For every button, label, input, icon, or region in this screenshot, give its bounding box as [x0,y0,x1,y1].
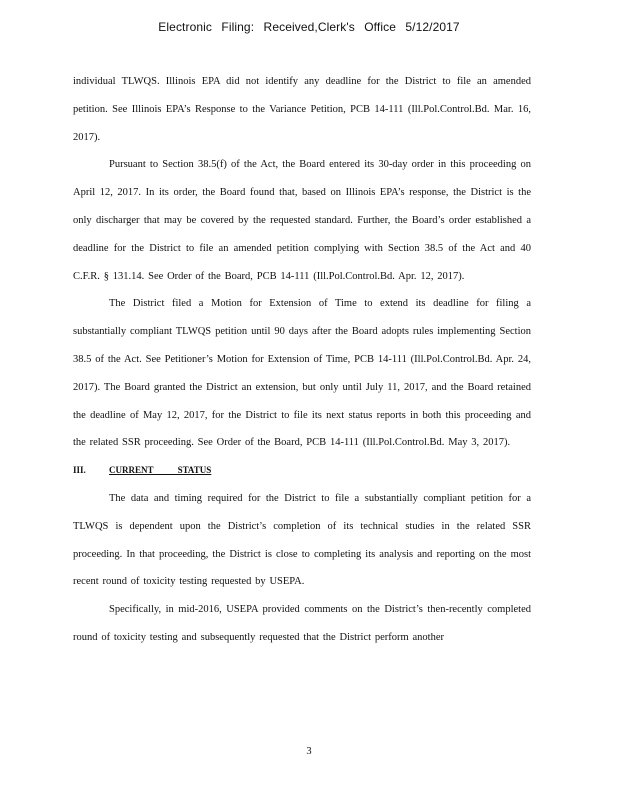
paragraph-30-day-order: Pursuant to Section 38.5(f) of the Act, the Board entered its 30-day order in this proceeding on April 12, 2017. In its order, the Board found that, based on Illinois EPA’s response, the District is the only discharger that may be covered by the requested standard. Further, the Board’s order established a deadline for the District to file an amended petition complying with Section 38.5 of the Act and 40 C.F.R. § 131.14. See Order of the Board, PCB 14-111 (Ill.Pol.Control.Bd. Apr. 12, 2017). [73,159,531,282]
paragraph-data-timing: The data and timing required for the District to file a substantially compliant petition for a TLWQS is dependent upon the District’s completion of its technical studies in the related SSR proceeding. In that proceeding, the District is close to completing its analysis and reporting on the most recent round of toxicity testing requested by USEPA. [73,492,531,588]
electronic-filing-header: Electronic Filing: Received,Clerk's Office 5/12/2017 [158,20,460,34]
paragraph-continuation: individual TLWQS. Illinois EPA did not identify any deadline for the District to file an amended petition. See Illinois EPA’s Response to the Variance Petition, PCB 14-111 (Ill.Pol.Control.Bd. Mar. 16, 2017). [73,76,531,143]
section-title: CURRENT STATUS [109,465,212,476]
section-number: III. [73,465,86,476]
section-heading [73,457,531,485]
paragraph-specifically: Specifically, in mid-2016, USEPA provided comments on the District’s then-recently completed round of toxicity testing and subsequently requested that the District perform another [73,604,531,643]
paragraph-motion-extension: The District filed a Motion for Extension of Time to extend its deadline for filing a substantially compliant TLWQS petition until 90 days after the Board adopts rules implementing Section 38.5 of the Act. See Petitioner’s Motion for Extension of Time, PCB 14-111 (Ill.Pol.Control.Bd. Apr. 24, 2017). The Board granted the District an extension, but only until July 11, 2017, and the Board retained the deadline of May 12, 2017, for the District to file its next status reports in both this proceeding and the related SSR proceeding. See Order of the Board, PCB 14-111 (Ill.Pol.Control.Bd. May 3, 2017). [73,298,531,449]
document-body [73,68,531,652]
page-number: 3 [306,746,312,757]
